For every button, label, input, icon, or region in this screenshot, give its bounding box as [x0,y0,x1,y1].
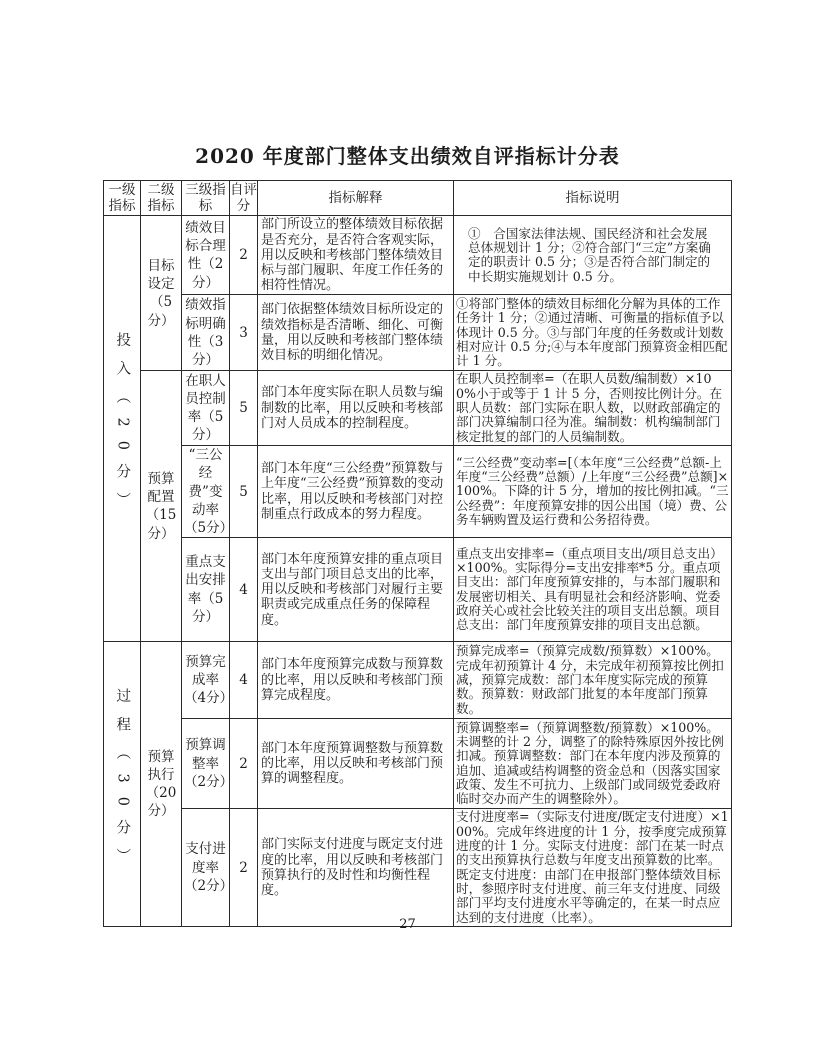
note-cell: 预算完成率=（预算完成数/预算数）×100%。完成年初预算计 4 分，未完成年初预算按比例扣减，预算完成数：部门本年度实际完成的预算数。预算数：财政部门批复的本年度部门预算数。 [454,642,732,719]
explain-cell: 部门本年度实际在职人员数与编制数的比率，用以反映和考核部门对人员成本的控制程度。 [258,371,454,446]
table-row [104,642,732,719]
table-header-row [104,181,732,216]
level2-cell-budget-allocation: 预算配置（15分） [141,371,182,642]
table-row [104,446,732,538]
table-row [104,371,732,446]
explain-cell: 部门本年度“三公经费”预算数与上年度“三公经费”预算数的变动比率，用以反映和考核部门对控制重点行政成本的努力程度。 [258,446,454,538]
page-number: 27 [399,917,416,932]
score-cell: 4 [230,642,258,719]
score-cell: 3 [230,295,258,371]
explain-cell: 部门本年度预算完成数与预算数的比率，用以反映和考核部门预算完成程度。 [258,642,454,719]
score-cell: 5 [230,446,258,538]
note-cell: 重点支出安排率=（重点项目支出/项目总支出）×100%。实际得分=支出安排率*5 分。重点项目支出：部门年度预算安排的，与本部门履职和发展密切相关、具有明显社会和经济影响、党委政府关心或社会比较关注的项目支出总额。项目总支出：部门年度预算安排的项目支出总额。 [454,538,732,642]
explain-cell: 部门本年度预算安排的重点项目支出与部门项目总支出的比率，用以反映和考核部门对履行主要职责或完成重点任务的保障程度。 [258,538,454,642]
explain-cell: 部门所设立的整体绩效目标依据是否充分，是否符合客观实际，用以反映和考核部门整体绩效目标与部门履职、年度工作任务的相符性情况。 [258,216,454,295]
score-cell: 2 [230,216,258,295]
level3-cell: “三公经费”变动率（5分） [182,446,230,538]
level1-label: 过程（30分） [114,687,131,877]
level1-cell-process [104,642,141,927]
header-level2-indicator: 二级指标 [141,181,182,216]
level1-cell-input [104,216,141,642]
table-row [104,216,732,295]
header-indicator-description: 指标说明 [454,181,732,216]
explain-cell: 部门依据整体绩效目标所设定的绩效指标是否清晰、细化、可衡量，用以反映和考核部门整体绩效目标的明细化情况。 [258,295,454,371]
note-cell: ① 合国家法律法规、国民经济和社会发展总体规划计 1 分；②符合部门“三定”方案确定的职责计 0.5 分；③是否符合部门制定的中长期实施规划计 0.5 分。 [454,216,732,295]
table-row [104,719,732,809]
score-cell: 2 [230,809,258,927]
level2-cell-budget-execution: 预算执行（20分） [141,642,182,927]
level3-cell: 预算调整率（2分） [182,719,230,809]
explain-cell: 部门本年度预算调整数与预算数的比率，用以反映和考核部门预算的调整程度。 [258,719,454,809]
table-row [104,538,732,642]
note-cell: “三公经费”变动率=[（本年度“三公经费”总额-上年度“三公经费”总额）/上年度“三公经费”总额]×100%。下降的计 5 分，增加的按比例扣减。“三公经费”：年度预算安排的因公出国（境）费、公务车辆购置及运行费和公务招待费。 [454,446,732,538]
note-cell: ①将部门整体的绩效目标细化分解为具体的工作任务计 1 分；②通过清晰、可衡量的指标值予以体现计 0.5 分。③与部门年度的任务数或计划数相对应计 0.5 分;④与本年度部门预算资金相匹配计 1 分。 [454,295,732,371]
note-cell: 支付进度率=（实际支付进度/既定支付进度）×100%。完成年终进度的计 1 分，按季度完成预算进度的计 1 分。实际支付进度：部门在某一时点的支出预算执行总数与年度支出预算数的比率。既定支付进度：由部门在申报部门整体绩效目标时，参照序时支付进度、前三年支付进度、同级部门平均支付进度水平等确定的，在某一时点应达到的支付进度（比率）。 [454,809,732,927]
level3-cell: 在职人员控制率（5分） [182,371,230,446]
level3-cell: 预算完成率（4分） [182,642,230,719]
page-title: 2020 年度部门整体支出绩效自评指标计分表 [195,144,620,168]
header-indicator-explanation: 指标解释 [258,181,454,216]
score-cell: 2 [230,719,258,809]
note-cell: 在职人员控制率=（在职人员数/编制数）×100%小于或等于 1 计 5 分，否则按比例计分。在职人员数：部门实际在职人数，以财政部确定的部门决算编制口径为准。编制数：机构编制部门核定批复的部门的人员编制数。 [454,371,732,446]
header-level1-indicator: 一级指标 [104,181,141,216]
score-cell: 4 [230,538,258,642]
header-level3-indicator: 三级指标 [182,181,230,216]
level3-cell: 绩效指标明确性（3分） [182,295,230,371]
level3-cell: 支付进度率（2分） [182,809,230,927]
table-row [104,295,732,371]
level3-cell: 绩效目标合理性（2分） [182,216,230,295]
level3-cell: 重点支出安排率（5分） [182,538,230,642]
header-self-score: 自评分 [230,182,257,215]
level2-cell-goal-setting: 目标设定（5分） [141,216,182,371]
explain-cell: 部门实际支付进度与既定支付进度的比率，用以反映和考核部门预算执行的及时性和均衡性程度。 [258,809,454,927]
level1-label: 投入（20分） [114,332,131,522]
note-cell: 预算调整率=（预算调整数/预算数）×100%。未调整的计 2 分，调整了的除特殊原因外按比例扣减。预算调整数：部门在本年度内涉及预算的追加、追减或结构调整的资金总和（因落实国家政策、发生不可抗力、上级部门或同级党委政府临时交办而产生的调整除外）。 [454,719,732,809]
indicator-score-table [103,180,732,927]
score-cell: 5 [230,371,258,446]
table-row [104,809,732,927]
